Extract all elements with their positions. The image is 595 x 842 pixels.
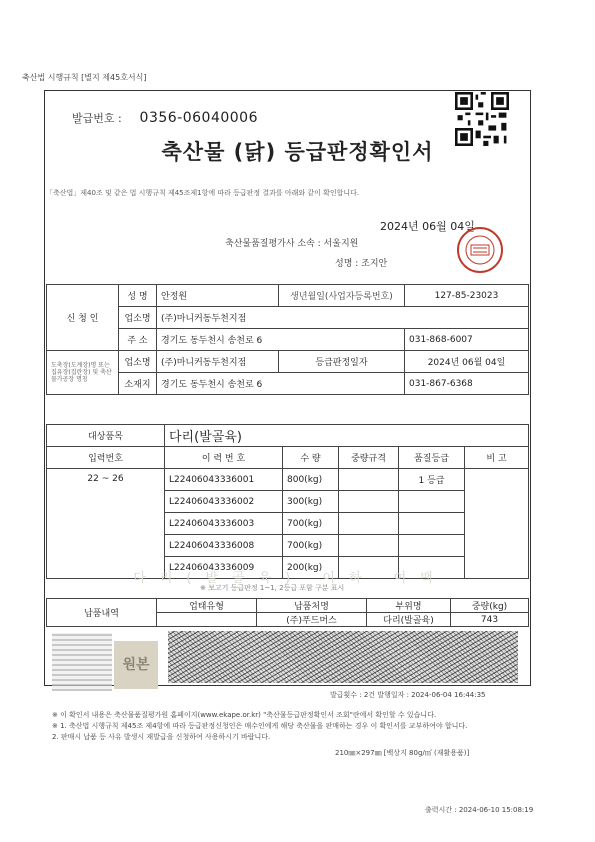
facility-location: 경기도 동두천시 송천로 6 <box>157 373 405 395</box>
trace-number: L22406043336003 <box>165 513 283 535</box>
trace-number: L22406043336001 <box>165 469 283 491</box>
note-line: ※ 1. 축산법 시행규칙 제45조 제4항에 따라 등급판정신청인은 매수인에게 해당 축산물을 판매하는 경우 이 확인서를 교부하여야 합니다. <box>52 722 468 730</box>
security-pattern <box>52 633 112 691</box>
grade-date: 2024년 06월 04일 <box>405 351 529 373</box>
intro-text: 「축산법」제40조 및 같은 법 시행규칙 제45조제1항에 따라 등급판정 결과를 아래와 같이 확인합니다. <box>46 189 360 197</box>
header-trace-no: 이 력 번 호 <box>165 447 283 469</box>
delivery-table <box>46 598 529 627</box>
delivery-header-part: 부위명 <box>367 599 451 613</box>
delivery-header-destination: 납품처명 <box>257 599 367 613</box>
certificate-date: 2024년 06월 04일 <box>380 220 475 233</box>
company-name: (주)마니커동두천지점 <box>157 307 529 329</box>
grade-footnote: ※ 보고기 등급판정 1~1, 2등급 포함 구분 표시 <box>200 584 345 592</box>
header-remark: 비 고 <box>465 447 529 469</box>
weight-spec <box>339 535 399 557</box>
birth-label: 생년월일(사업자등록번호) <box>279 285 405 307</box>
law-reference: 축산법 시행규칙 [별지 제45호서식] <box>22 73 147 82</box>
quality-grade: 1 등급 <box>399 469 465 491</box>
notes-block <box>52 710 542 743</box>
business-number: 127-85-23023 <box>405 285 529 307</box>
note-line: ※ 이 확인서 내용은 축산물품질평가원 홈페이지(www.ekape.or.kr) "축산물등급판정확인서 조회"란에서 확인할 수 있습니다. <box>52 711 437 719</box>
name-label: 성 명 <box>119 285 157 307</box>
official-seal-icon <box>456 226 504 274</box>
facility-name-label: 업소명 <box>119 351 157 373</box>
print-time: 출력시간 : 2024-06-10 15:08:19 <box>425 806 534 814</box>
entry-range: 22 ~ 26 <box>47 469 165 579</box>
quality-grade <box>399 491 465 513</box>
issue-count: 발급횟수 : 2건 발행일자 : 2024-06-04 16:44:35 <box>330 691 486 699</box>
trace-number: L22406043336002 <box>165 491 283 513</box>
facility-name: (주)마니커동두천지점 <box>157 351 279 373</box>
delivery-part: 다리(발골육) <box>367 613 451 627</box>
applicant-table <box>46 284 529 395</box>
delivery-destination: (주)푸드머스 <box>257 613 367 627</box>
target-product: 다리(발골육) <box>165 425 529 447</box>
weight-spec <box>339 469 399 491</box>
applicant-section-label: 신 청 인 <box>47 285 119 351</box>
address-label: 주 소 <box>119 329 157 351</box>
inspector-name: 성명 : 조지안 <box>335 259 388 269</box>
delivery-label: 납품내역 <box>47 599 157 627</box>
document-title: 축산물 (닭) 등급판정확인서 <box>161 140 434 164</box>
security-noise-band <box>168 631 518 683</box>
quality-grade <box>399 535 465 557</box>
issue-number-value: 0356-06040006 <box>139 110 258 126</box>
location-label: 소재지 <box>119 373 157 395</box>
quantity: 300(kg) <box>283 491 339 513</box>
blank-below-watermark: 다리(발골육) 이하 여백 <box>133 571 447 586</box>
weight-spec <box>339 491 399 513</box>
applicant-name: 안정원 <box>157 285 279 307</box>
header-quantity: 수 량 <box>283 447 339 469</box>
header-entry-no: 입력번호 <box>47 447 165 469</box>
quantity: 700(kg) <box>283 513 339 535</box>
delivery-header-type: 업태유형 <box>157 599 257 613</box>
quality-grade <box>399 513 465 535</box>
applicant-address: 경기도 동두천시 송천로 6 <box>157 329 405 351</box>
table-row <box>47 469 529 491</box>
facility-phone: 031-867-6368 <box>405 373 529 395</box>
header-weight-spec: 중량규격 <box>339 447 399 469</box>
note-line: 2. 판매시 납품 등 사유 발생시 재발급을 신청하여 사용하시기 바랍니다. <box>52 733 271 741</box>
company-label: 업소명 <box>119 307 157 329</box>
quantity: 200(kg) <box>283 557 339 579</box>
delivery-weight: 743 <box>451 613 529 627</box>
issue-number-label: 발급번호 : <box>72 112 122 125</box>
trace-number: L22406043336008 <box>165 535 283 557</box>
target-label: 대상품목 <box>47 425 165 447</box>
original-watermark: 원본 <box>114 641 158 689</box>
product-table <box>46 424 529 579</box>
delivery-type <box>157 613 257 627</box>
applicant-phone: 031-868-6007 <box>405 329 529 351</box>
quantity: 800(kg) <box>283 469 339 491</box>
facility-section-label: 도축장(도계장)명 또는 집유장(집란장) 및 축산물가공장 명칭 <box>47 351 119 395</box>
trace-number: L22406043336009 <box>165 557 283 579</box>
grade-date-label: 등급판정일자 <box>279 351 405 373</box>
remark <box>465 469 529 579</box>
issue-number <box>72 110 258 126</box>
delivery-header-weight: 중량(kg) <box>451 599 529 613</box>
quantity: 700(kg) <box>283 535 339 557</box>
inspector-affiliation: 축산물품질평가사 소속 : 서울지원 <box>225 239 359 249</box>
header-grade: 품질등급 <box>399 447 465 469</box>
weight-spec <box>339 513 399 535</box>
paper-spec: 210㎜×297㎜ [백상지 80g/㎡ (재활용품)] <box>335 749 470 757</box>
